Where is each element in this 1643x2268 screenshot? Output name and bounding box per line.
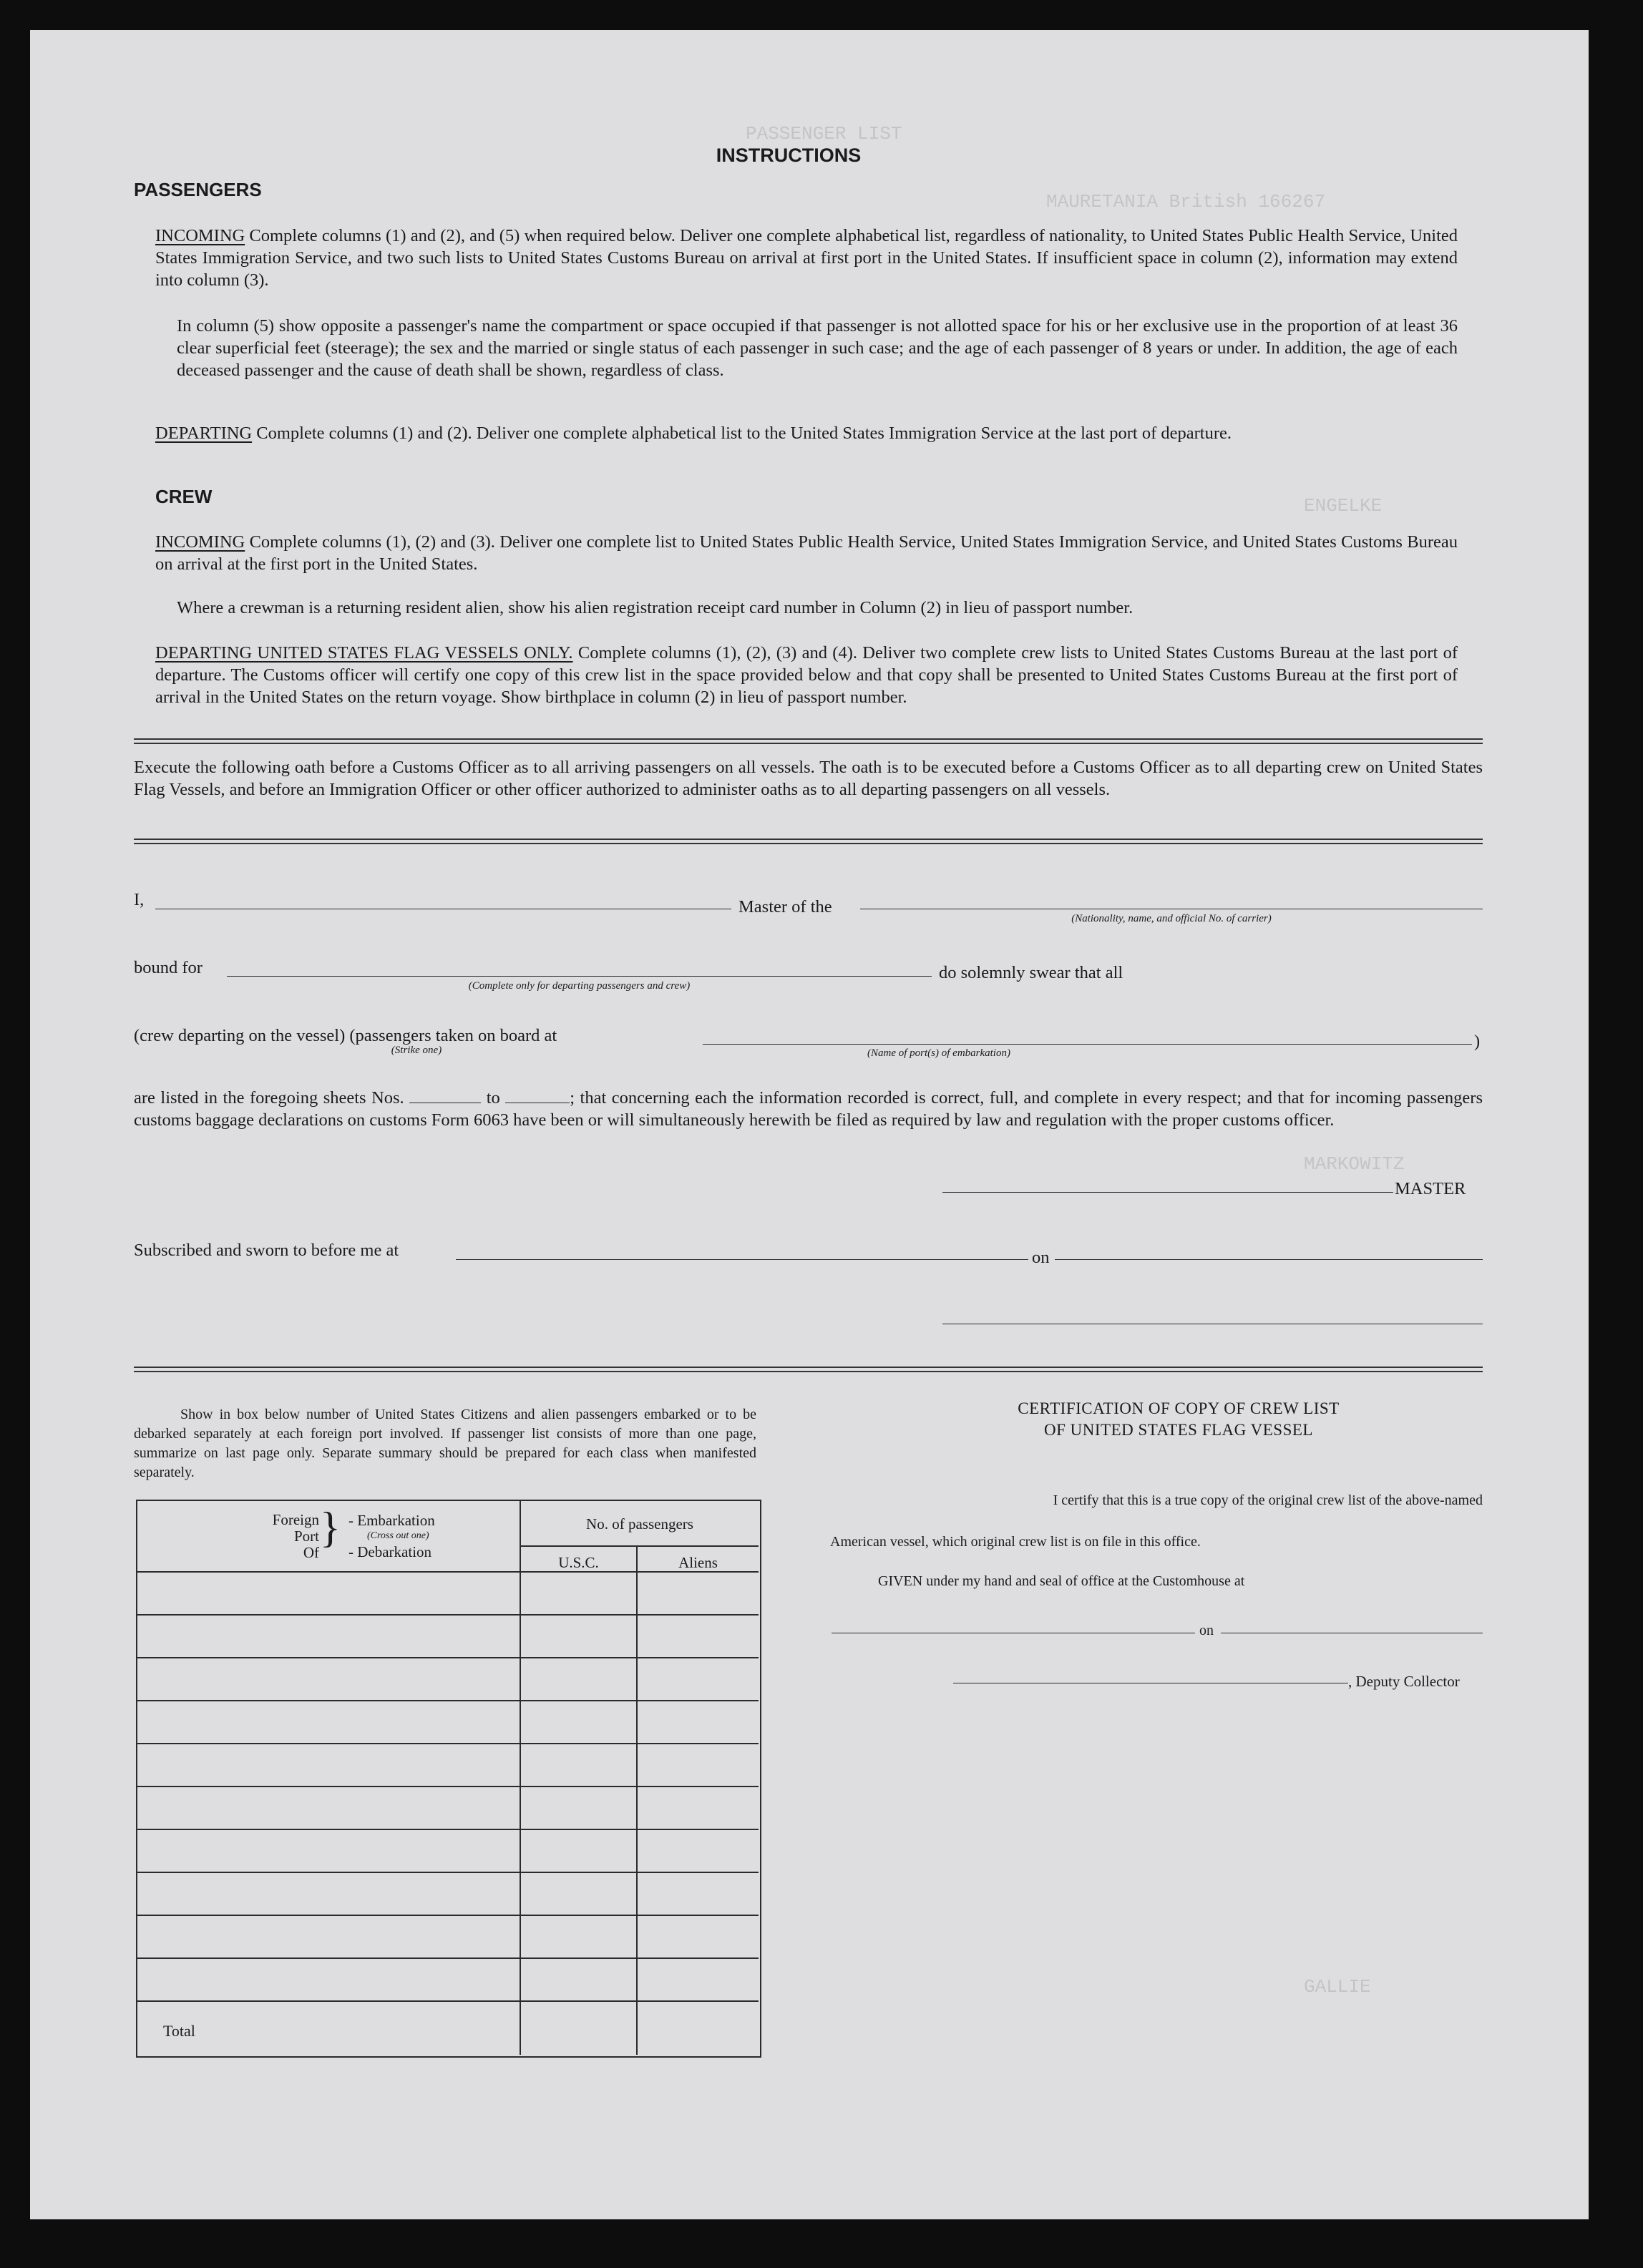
- brace-icon: }: [320, 1504, 341, 1551]
- table-row: [136, 1743, 759, 1744]
- table-row: [136, 1786, 759, 1787]
- table-row: [136, 1700, 759, 1701]
- certify-line1: I certify that this is a true copy of the original crew list of the above-named: [1053, 1492, 1483, 1508]
- certification-title-line1: CERTIFICATION OF COPY OF CREW LIST: [1018, 1399, 1340, 1417]
- crew-passengers-label: (crew departing on the vessel) (passengers taken on board at: [134, 1026, 557, 1045]
- header-bottom-rule: [136, 1571, 759, 1573]
- sheets-text-a: are listed in the foregoing sheets Nos.: [134, 1088, 404, 1108]
- passengers-departing-paragraph: [155, 422, 1458, 444]
- certification-title: [874, 1398, 1483, 1441]
- close-paren: ): [1474, 1032, 1481, 1051]
- passengers-incoming-paragraph: [155, 225, 1458, 291]
- summary-table: [136, 1500, 761, 2058]
- document-page: [30, 30, 1589, 2219]
- crew-departing-text: Complete columns (1), (2), (3) and (4). Deliver two complete crew lists to United States Customs Bureau at the last port of departure. The Customs officer will certify one copy of this crew list in the space provided below and that copy shall be presented to United States Customs Bureau at the first port of arrival in the United States on the return voyage. Show birthplace in column (2) in lieu of passport number.: [155, 643, 1458, 707]
- strike-one-caption: (Strike one): [391, 1045, 442, 1056]
- subscribed-label: Subscribed and sworn to before me at: [134, 1241, 399, 1260]
- divider: [134, 1371, 1483, 1372]
- of-line: Of: [303, 1544, 319, 1561]
- cross-out-caption: (Cross out one): [367, 1530, 429, 1541]
- swear-text: do solemnly swear that all: [939, 963, 1123, 982]
- crew-incoming-label: INCOMING: [155, 532, 245, 552]
- foreign-port-label: [136, 1512, 319, 1561]
- bleed-through-text: GALLIE: [1304, 1976, 1371, 1998]
- certification-title-line2: OF UNITED STATES FLAG VESSEL: [1044, 1421, 1313, 1439]
- bound-for-field[interactable]: [227, 976, 932, 977]
- divider: [134, 738, 1483, 740]
- sheets-to-label: to: [486, 1088, 500, 1108]
- oath-intro: Execute the following oath before a Customs Officer as to all arriving passengers on all vessels. The oath is to be executed before a Customs Officer as to all departing crew on United States Flag Vessels, and before an Immigration Officer or other officer authorized to administer oaths as to all departing passengers on all vessels.: [134, 758, 1483, 799]
- table-row: [136, 1614, 759, 1616]
- aliens-header: Aliens: [678, 1554, 718, 1571]
- bound-for-caption: (Complete only for departing passengers and crew): [468, 980, 691, 992]
- port-line: Port: [293, 1528, 319, 1545]
- embarkation-option[interactable]: - Embarkation: [348, 1512, 435, 1529]
- oath-i-label: I,: [134, 890, 145, 909]
- embark-options: [348, 1512, 435, 1560]
- header-rule: [521, 1545, 759, 1547]
- master-label: MASTER: [1395, 1179, 1466, 1198]
- table-row: [136, 1872, 759, 1873]
- divider: [134, 1367, 1483, 1368]
- incoming-label: INCOMING: [155, 226, 245, 245]
- deputy-collector-label: , Deputy Collector: [1348, 1673, 1460, 1690]
- carrier-caption: (Nationality, name, and official No. of carrier): [1071, 913, 1272, 924]
- master-of-the-label: Master of the: [738, 897, 832, 917]
- bound-for-label: bound for: [134, 958, 203, 977]
- bleed-through-text: PASSENGER LIST: [746, 123, 902, 145]
- crew-heading: CREW: [155, 486, 213, 507]
- bleed-through-text: ENGELKE: [1304, 495, 1383, 517]
- debarkation-option[interactable]: - Debarkation: [348, 1543, 432, 1560]
- foreign-line: Foreign: [272, 1511, 319, 1528]
- given-text: GIVEN under my hand and seal of office at the Customhouse at: [878, 1573, 1245, 1589]
- embarkation-port-field[interactable]: [703, 1044, 1472, 1045]
- sheets-paragraph: [134, 1087, 1483, 1131]
- embarkation-caption: (Name of port(s) of embarkation): [867, 1047, 1010, 1059]
- divider: [134, 743, 1483, 744]
- column5-paragraph: In column (5) show opposite a passenger's name the compartment or space occupied if that passenger is not allotted space for his or her exclusive use in the proportion of at least 36 clear superficial feet (steerage); the sex and the married or single status of each passenger in such case; and the age of each passenger of 8 years or under. In addition, the age of each deceased passenger and the cause of death shall be shown, regardless of class.: [177, 316, 1458, 380]
- departing-label: DEPARTING: [155, 424, 253, 443]
- page-title: INSTRUCTIONS: [716, 145, 862, 166]
- sheet-to-field[interactable]: [505, 1090, 570, 1103]
- summary-instruction: Show in box below number of United States Citizens and alien passengers embarked or to be debarked separately at each foreign port involved. If passenger list consists of more than one page, summarize on last page only. Separate summary should be prepared for each class when manifested separately.: [134, 1407, 756, 1480]
- table-row: [136, 1957, 759, 1959]
- divider: [134, 843, 1483, 844]
- certify-line2: American vessel, which original crew list is on file in this office.: [830, 1534, 1201, 1550]
- passengers-heading: PASSENGERS: [134, 179, 262, 200]
- column-divider: [636, 1545, 638, 2055]
- sworn-place-field[interactable]: [456, 1259, 1028, 1260]
- total-label: Total: [163, 2022, 195, 2040]
- crew-incoming-text: Complete columns (1), (2) and (3). Deliver one complete list to United States Public Health Service, United States Immigration Service, and United States Customs Bureau on arrival at the first port in the United States.: [155, 532, 1458, 574]
- cert-on-label: on: [1199, 1623, 1214, 1638]
- crew-incoming-paragraph: [155, 531, 1458, 575]
- sworn-on-label: on: [1032, 1248, 1050, 1267]
- table-row: [136, 1829, 759, 1830]
- crew-resident-paragraph: Where a crewman is a returning resident alien, show his alien registration receipt card number in Column (2) in lieu of passport number.: [177, 598, 1133, 617]
- sheet-from-field[interactable]: [409, 1090, 481, 1103]
- sworn-date-field[interactable]: [1055, 1259, 1483, 1260]
- table-row: [136, 1915, 759, 1916]
- divider: [134, 839, 1483, 840]
- table-row: [136, 1657, 759, 1658]
- sheets-text-b: ; that concerning each the information recorded is correct, full, and complete in every respect; and that for incoming passengers customs baggage declarations on customs Form 6063 have been or will simultaneously herewith be filed as required by law and regulation with the proper customs officer.: [134, 1088, 1483, 1130]
- table-row: [136, 2000, 759, 2002]
- no-of-passengers-header: No. of passengers: [586, 1515, 693, 1533]
- column-divider: [520, 1500, 521, 2055]
- usc-header: U.S.C.: [558, 1554, 599, 1571]
- crew-departing-label: DEPARTING UNITED STATES FLAG VESSELS ONLY.: [155, 643, 573, 663]
- bleed-through-text: MAURETANIA British 166267: [1046, 191, 1326, 212]
- bleed-through-text: MARKOWITZ: [1304, 1153, 1405, 1175]
- passengers-departing-text: Complete columns (1) and (2). Deliver one complete alphabetical list to the United States Immigration Service at the last port of departure.: [256, 424, 1232, 443]
- crew-departing-paragraph: [155, 642, 1458, 708]
- master-signature-field[interactable]: [942, 1192, 1393, 1193]
- passengers-incoming-text: Complete columns (1) and (2), and (5) when required below. Deliver one complete alphabetical list, regardless of nationality, to United States Public Health Service, United States Immigration Service, and two such lists to United States Customs Bureau on arrival at first port in the United States. If insufficient space in column (2), information may extend into column (3).: [155, 226, 1458, 290]
